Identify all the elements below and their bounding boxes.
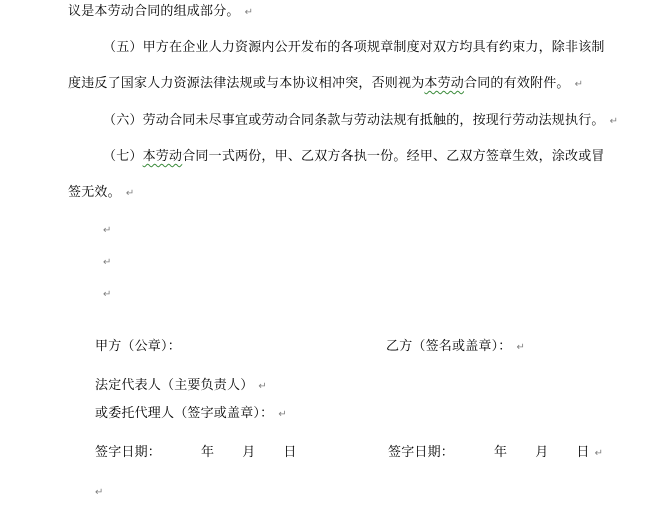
- party-a-seal-label: [95, 339, 181, 355]
- clause-7-text: （七）: [103, 149, 143, 164]
- spellcheck-flagged-text: 本劳动: [424, 76, 465, 91]
- clause-7-line-2: [68, 185, 134, 202]
- year-label: 年: [494, 445, 508, 460]
- paragraph-mark-icon: ↵: [258, 381, 267, 392]
- year-label: 年: [201, 445, 215, 460]
- agent-text: 或委托代理人（签字或盖章）：: [95, 406, 274, 421]
- paragraph-mark-icon: ↵: [125, 188, 135, 199]
- day-label: 日: [283, 445, 297, 460]
- paragraph-mark-icon: ↵: [244, 7, 254, 18]
- party-b-label: 乙方（签名或盖章）：: [386, 339, 512, 354]
- paragraph-mark-icon: ↵: [574, 79, 584, 90]
- clause-5-text: 度违反了国家人力资源法律法规或与本协议相冲突，否则视为: [68, 76, 425, 91]
- party-a-label: 甲方（公章）：: [95, 339, 181, 354]
- empty-paragraph: [103, 222, 112, 239]
- paragraph-mark-icon: ↵: [103, 289, 112, 300]
- paragraph-mark-icon: ↵: [95, 487, 104, 498]
- clause-6: [103, 113, 618, 130]
- clause-5-line-1: [103, 40, 605, 56]
- date-label: 签字日期：: [95, 445, 162, 460]
- month-label: 月: [242, 445, 256, 460]
- paragraph-mark-icon: ↵: [103, 257, 112, 268]
- clause-5-text: （五）甲方在企业人力资源内公开发布的各项规章制度对双方均具有约束力，除非该制: [103, 40, 605, 55]
- empty-paragraph: [103, 254, 112, 271]
- party-b-date-row: [388, 445, 603, 462]
- clause-5-text: 合同的有效附件。: [464, 76, 570, 91]
- date-label: 签字日期：: [388, 445, 455, 460]
- clause-7-text: 合同一式两份，甲、乙双方各执一份。经甲、乙双方签章生效，涂改或冒: [182, 149, 605, 164]
- legal-rep-text: 法定代表人（主要负责人）: [95, 378, 254, 393]
- paragraph-mark-icon: ↵: [278, 409, 287, 420]
- paragraph-clause-end: [68, 4, 253, 21]
- clause-7-text: 签无效。: [68, 185, 121, 200]
- empty-paragraph: [95, 484, 104, 501]
- clause-7-line-1: [103, 149, 605, 165]
- paragraph-mark-icon: ↵: [516, 342, 526, 353]
- party-b-signature-label: [386, 339, 525, 356]
- empty-paragraph: [103, 286, 112, 303]
- paragraph-mark-icon: ↵: [103, 225, 112, 236]
- paragraph-mark-icon: ↵: [609, 116, 619, 127]
- month-label: 月: [535, 445, 549, 460]
- spellcheck-flagged-text: 本劳动: [142, 149, 183, 164]
- legal-representative-label: [95, 378, 267, 395]
- paragraph-mark-icon: ↵: [594, 448, 604, 459]
- clause-6-text: （六）劳动合同未尽事宜或劳动合同条款与劳动法规有抵触的，按现行劳动法规执行。: [103, 113, 605, 128]
- paragraph-text: 议是本劳动合同的组成部分。: [68, 4, 240, 19]
- party-a-date-row: [95, 445, 297, 461]
- agent-label: [95, 406, 287, 423]
- clause-5-line-2: [68, 76, 583, 93]
- day-label: 日: [576, 445, 590, 460]
